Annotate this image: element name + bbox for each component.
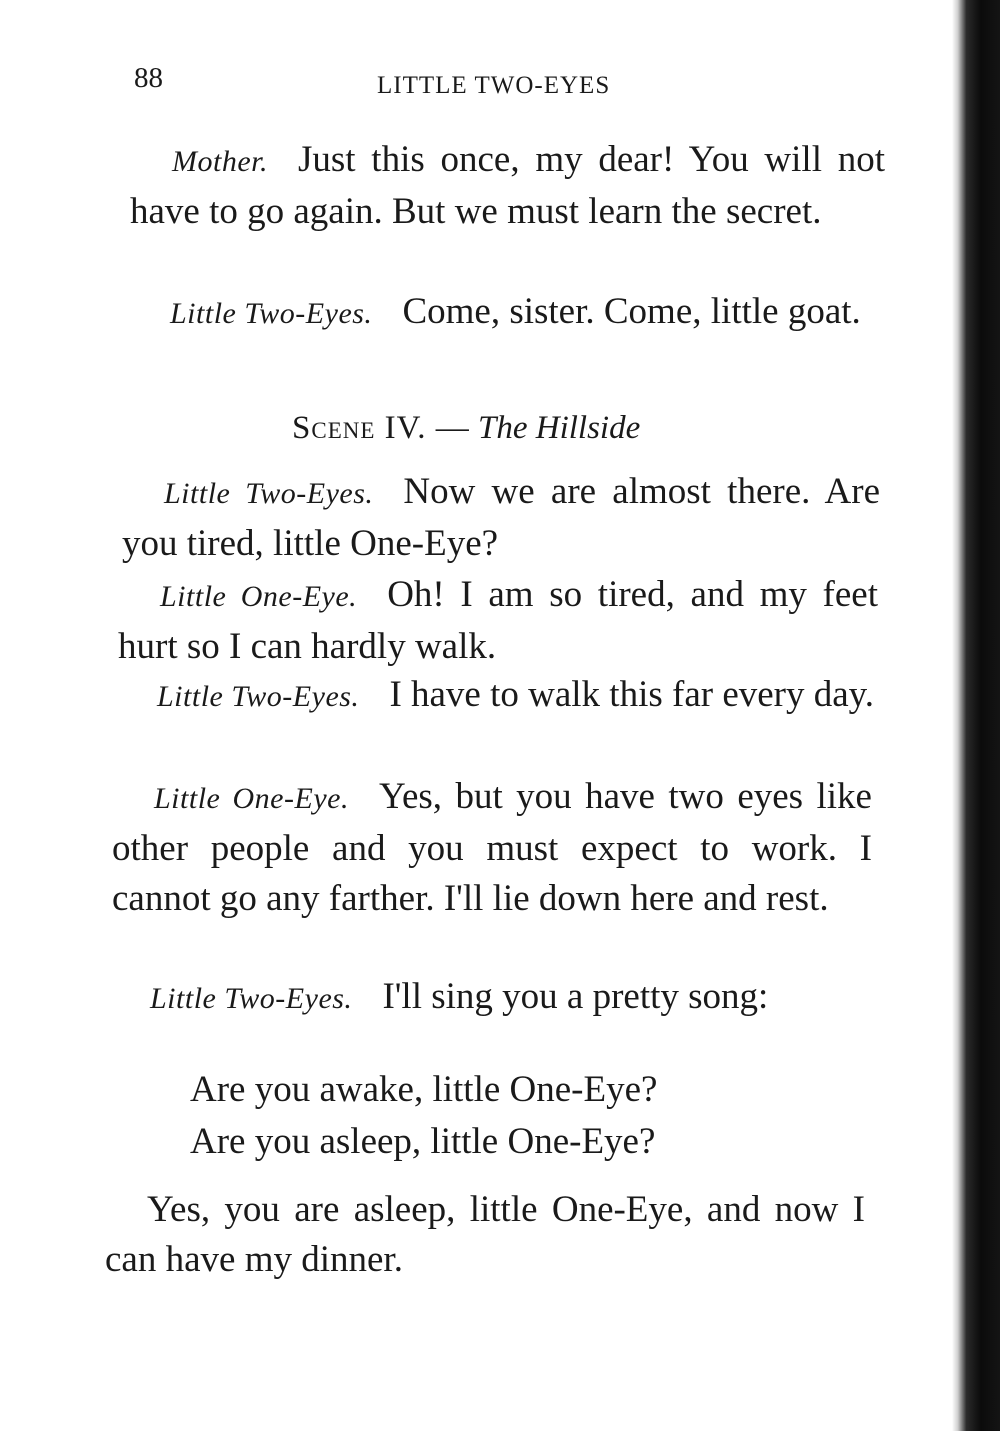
dialogue-paragraph <box>108 972 868 1024</box>
closing-paragraph: Yes, you are asleep, little One-Eye, and now I can have my dinner. <box>105 1189 865 1280</box>
speaker-label: Little Two-Eyes. <box>157 680 360 713</box>
dialogue-text: Come, sister. Come, little goat. <box>402 291 861 332</box>
running-head: LITTLE TWO-EYES <box>377 72 611 99</box>
scene-heading <box>292 410 640 447</box>
speaker-label: Little Two-Eyes. <box>164 477 374 510</box>
dialogue-paragraph <box>128 287 885 339</box>
dialogue-paragraph <box>112 772 872 924</box>
page-number: 88 <box>134 62 163 94</box>
dialogue-text: Just this once, my dear! You will not have to go again. But we must learn the secret. <box>130 139 885 232</box>
dialogue-text: Yes, but you have two eyes like other people and you must expect to work. I cannot go any farther. I'll lie down here and rest. <box>112 776 872 919</box>
dialogue-paragraph <box>115 670 875 722</box>
speaker-label: Little Two-Eyes. <box>150 982 353 1015</box>
speaker-label: Mother. <box>172 145 268 178</box>
song-line: Are you asleep, little One-Eye? <box>190 1121 656 1162</box>
song-line: Are you awake, little One-Eye? <box>190 1069 658 1110</box>
speaker-label: Little Two-Eyes. <box>170 297 373 330</box>
dialogue-paragraph <box>122 467 880 569</box>
dialogue-text: I have to walk this far every day. <box>389 674 875 715</box>
speaker-label: Little One-Eye. <box>154 782 349 815</box>
page-header <box>0 62 1000 102</box>
dialogue-text: Now we are almost there. Are you tired, little One-Eye? <box>122 471 881 564</box>
dialogue-paragraph <box>118 570 878 672</box>
dialogue-text: Oh! I am so tired, and my feet hurt so I can hardly walk. <box>118 574 878 667</box>
scene-number: Scene IV. — <box>292 410 470 446</box>
dialogue-paragraph <box>130 135 885 237</box>
scene-place: The Hillside <box>477 410 641 446</box>
binding-edge <box>952 0 1000 1431</box>
speaker-label: Little One-Eye. <box>160 580 358 613</box>
dialogue-text: I'll sing you a pretty song: <box>382 976 769 1017</box>
